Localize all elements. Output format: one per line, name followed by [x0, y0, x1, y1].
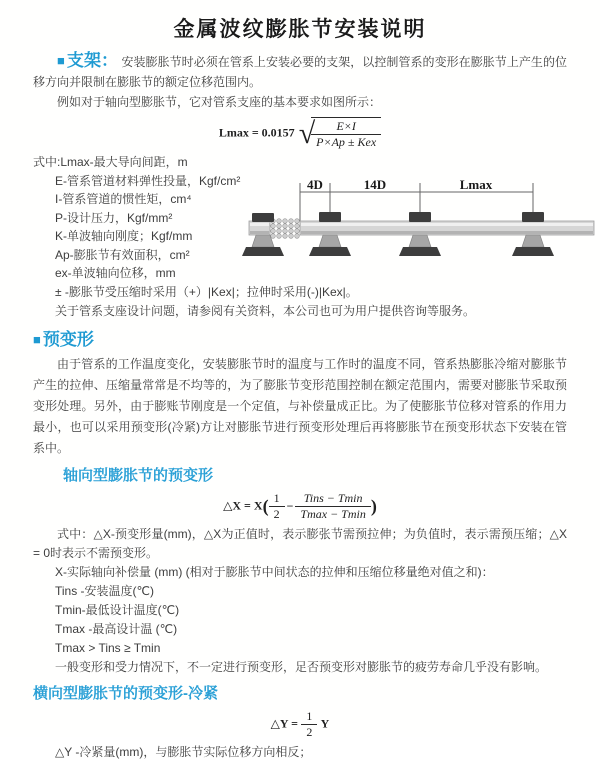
lateral-half-denominator: 2: [306, 724, 313, 739]
dimension-labels: [307, 177, 493, 192]
definition-item: Ap-膨胀节有效面积，cm²: [55, 247, 190, 262]
lmax-formula: [33, 117, 567, 150]
preform-section-heading: [33, 329, 567, 352]
lmax-formula-numerator: E×I: [311, 119, 381, 135]
pipe: [300, 221, 594, 235]
tmin-definition: Tmin-最低设计温度(℃): [55, 602, 180, 617]
pipe-support-diagram: [249, 177, 594, 269]
section-bullet-icon: ■: [33, 331, 41, 347]
axial-formula-note: 式中：△X-预变形量(mm)，△X为正值时，表示膨张节需预拉伸；为负值时，表示需预压缩；△X = 0时表示不需预变形。: [33, 526, 567, 560]
lateral-preform-formula: [33, 709, 567, 740]
dimension-label-4d: 4D: [307, 177, 323, 192]
temp-frac-denominator: Tmax − Tmin: [300, 506, 366, 521]
lmax-formula-denominator: P×Ap ± Kex: [316, 135, 377, 149]
page-title: 金属波纹膨胀节安装说明: [173, 18, 427, 41]
support-section-heading: 支架：: [66, 51, 119, 70]
minus-sign: −: [286, 498, 294, 513]
tmax-definition: Tmax -最高设计温 (℃): [55, 621, 178, 636]
x-definition: X-实际轴向补偿量 (mm) (相对于膨胀节中间状态的拉伸和压缩位移量绝对值之和)：: [55, 564, 494, 579]
lmax-formula-lhs: Lmax = 0.0157: [218, 125, 295, 140]
support-intro-paragraph: [33, 51, 567, 92]
support-intro-text: 安装膨胀节时必须在管系上安装必要的支架，以控制管系的变形在膨胀节上产生的位移方向并限制在膨胀节的额定位移范围内。: [33, 55, 568, 89]
preform-heading-label: 预变形: [42, 329, 94, 349]
plus-minus-definition: ± -膨胀节受压缩时采用（+）|Kex|；拉伸时采用(-)|Kex|。: [55, 284, 358, 299]
section-bullet-icon: ■: [57, 53, 65, 68]
tins-definition: Tins -安装温度(℃): [55, 583, 155, 598]
dy-definition: △Y -冷紧量(mm)，与膨胀节实际位移方向相反；: [55, 744, 312, 759]
lateral-half-numerator: 1: [301, 709, 317, 725]
half-denominator: 2: [273, 506, 280, 521]
dimension-label-14d: 14D: [363, 177, 387, 192]
pipe-stub: [249, 221, 270, 235]
definition-item: K-单波轴向刚度；Kgf/mm: [55, 229, 193, 243]
half-numerator: 1: [269, 491, 285, 507]
definition-item: E-管系管道材料弹性投量，Kgf/cm²: [55, 173, 241, 188]
general-note: 一般变形和受力情况下，不一定进行预变形，足否预变形对膨胀节的疲劳寿命几乎没有影响。: [55, 659, 548, 674]
dimension-label-lmax: Lmax: [459, 177, 493, 192]
lateral-subheading: 横向型膨胀节的预变形-冷紧: [33, 684, 218, 702]
definitions-and-diagram: [33, 153, 567, 283]
lateral-formula-lhs: △Y =: [270, 716, 298, 731]
support-example-paragraph: 例如对于轴向型膨胀节，它对管系支座的基本要求如图所示：: [57, 95, 382, 109]
bellows-icon: [271, 219, 300, 239]
definition-item: 式中:Lmax-最大导向间距，m: [33, 155, 188, 169]
axial-subheading: 轴向型膨胀节的预变形: [63, 466, 214, 484]
close-paren: ): [370, 495, 377, 516]
axial-preform-formula: [33, 491, 567, 522]
definition-item: ex-单波轴向位移，mm: [55, 266, 176, 280]
preform-paragraph: 由于管系的工作温度变化，安装膨胀节时的温度与工作时的温度不同，管系热膨胀冷缩对膨胀节产生的拉伸、压缩量常常是不均等的，为了膨胀节变形范围控制在额定范围内，需要对膨胀节采取预变形处理。另外，由于膨账节刚度是一个定值，与补偿量成正比。为了使膨胀节位移对管系的作用力最小，也可以采用预变形(冷紧)方让对膨胀节进行预变形处理后再将膨胀节在预变形状态下安装在管系中。: [33, 356, 567, 455]
sqrt-radical-icon: √: [298, 116, 316, 150]
temp-frac-numerator: Tins − Tmin: [295, 491, 370, 507]
definition-item: P-设计压力，Kgf/mm²: [55, 210, 173, 225]
temperature-inequality: Tmax > Tins ≥ Tmin: [55, 640, 161, 655]
support-note: 关于管系支座设计问题，请参阅有关资料，本公司也可为用户提供咨询等服务。: [55, 303, 476, 318]
open-paren: (: [262, 495, 269, 516]
axial-formula-lhs: △X = X: [223, 498, 263, 513]
definition-item: I-管系管道的惯性矩，cm⁴: [55, 192, 192, 206]
lateral-formula-rhs: Y: [320, 716, 330, 731]
